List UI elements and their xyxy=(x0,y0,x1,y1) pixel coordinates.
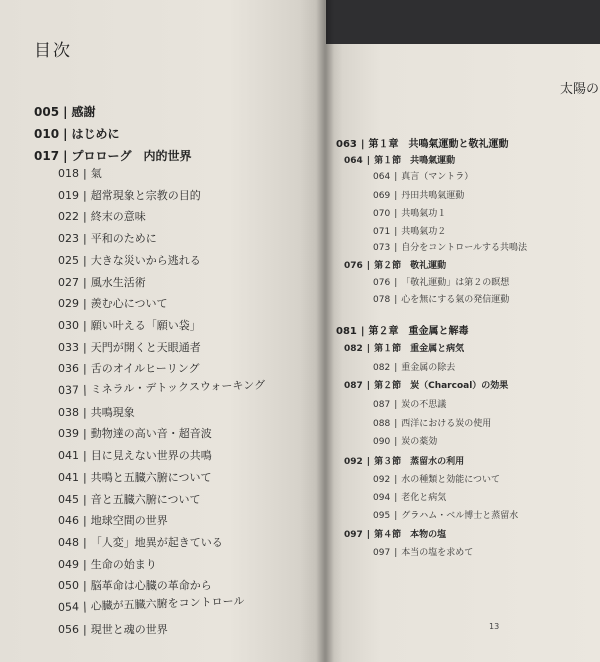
toc-entry xyxy=(58,494,201,505)
toc-entry-label: 西洋における炭の使用 xyxy=(401,419,492,429)
toc-entry xyxy=(373,173,473,182)
toc-page-number: 064 xyxy=(344,156,363,166)
toc-entry-label: はじめに xyxy=(71,127,120,141)
separator-bar: | xyxy=(366,457,371,467)
toc-entry xyxy=(58,515,168,526)
toc-entry xyxy=(58,537,223,548)
toc-page-number: 022 xyxy=(58,210,79,224)
separator-bar: | xyxy=(394,172,398,182)
toc-page-number: 023 xyxy=(58,232,79,246)
separator-bar: | xyxy=(83,470,87,484)
toc-entry-label: 目に見えない世界の共鳴 xyxy=(90,449,212,463)
toc-entry xyxy=(336,140,509,150)
separator-bar: | xyxy=(394,493,398,503)
toc-entry-label: 動物達の高い音・超音波 xyxy=(90,427,212,441)
toc-entry xyxy=(58,168,102,179)
toc-entry-label: 第３節 蒸留水の利用 xyxy=(374,457,465,467)
toc-entry-label: 舌のオイルヒーリング xyxy=(90,362,200,376)
page-number: 13 xyxy=(489,622,500,631)
toc-entry xyxy=(34,128,119,140)
toc-entry xyxy=(58,298,168,309)
separator-bar: | xyxy=(83,579,87,593)
toc-page-number: 030 xyxy=(58,318,79,332)
toc-page-number: 056 xyxy=(58,622,79,636)
toc-entry xyxy=(373,296,509,305)
separator-bar: | xyxy=(394,191,398,201)
toc-page-number: 088 xyxy=(373,419,391,429)
separator-bar: | xyxy=(83,275,87,289)
toc-page-number: 019 xyxy=(58,188,79,202)
toc-entry xyxy=(58,580,212,591)
separator-bar: | xyxy=(360,139,365,150)
separator-bar: | xyxy=(394,278,398,288)
toc-entry xyxy=(344,382,508,391)
separator-bar: | xyxy=(63,149,68,163)
separator-bar: | xyxy=(394,437,398,447)
toc-page-number: 094 xyxy=(373,493,391,503)
separator-bar: | xyxy=(83,557,87,571)
separator-bar: | xyxy=(83,492,87,506)
toc-entry-label: 風水生活術 xyxy=(90,275,146,289)
toc-page-number: 081 xyxy=(336,326,357,337)
toc-entry xyxy=(344,531,446,540)
toc-entry xyxy=(58,277,146,288)
toc-page-number: 010 xyxy=(34,127,60,141)
separator-bar: | xyxy=(394,295,398,305)
toc-page-number: 029 xyxy=(58,297,79,311)
toc-entry xyxy=(373,244,527,253)
running-head: 太陽の xyxy=(560,82,600,97)
toc-entry xyxy=(58,342,201,353)
toc-page-number: 049 xyxy=(58,557,79,571)
toc-page-number: 082 xyxy=(344,344,363,354)
toc-entry xyxy=(344,458,464,467)
toc-entry-label: 地球空間の世界 xyxy=(90,514,168,528)
separator-bar: | xyxy=(83,167,87,180)
separator-bar: | xyxy=(83,514,87,528)
separator-bar: | xyxy=(83,427,87,441)
toc-entry xyxy=(373,364,455,373)
toc-entry xyxy=(373,476,500,485)
toc-entry-label: 共鳴氣功２ xyxy=(401,227,447,237)
toc-page-number: 078 xyxy=(373,295,391,305)
toc-entry-label: 共鳴現象 xyxy=(90,405,135,419)
toc-entry-label: 自分をコントロールする共鳴法 xyxy=(401,243,528,253)
toc-entry xyxy=(344,262,446,271)
separator-bar: | xyxy=(83,622,87,636)
toc-page-number: 041 xyxy=(58,449,79,463)
toc-entry-label: 現世と魂の世界 xyxy=(90,622,168,636)
toc-entry xyxy=(58,211,146,222)
toc-entry-label: 真言（マントラ） xyxy=(401,172,474,182)
toc-entry xyxy=(34,150,191,162)
toc-entry-label: 第２章 重金属と解毒 xyxy=(368,326,469,337)
toc-page-number: 070 xyxy=(373,209,391,219)
toc-entry xyxy=(58,472,212,483)
separator-bar: | xyxy=(394,511,398,521)
toc-entry xyxy=(373,228,446,237)
toc-page-number: 095 xyxy=(373,511,391,521)
toc-page-number: 005 xyxy=(34,105,60,119)
toc-entry xyxy=(373,210,446,219)
toc-entry xyxy=(58,320,201,331)
toc-page-number: 076 xyxy=(344,261,363,271)
toc-entry xyxy=(373,512,518,521)
toc-entry xyxy=(58,624,168,635)
toc-entry xyxy=(58,363,200,374)
toc-entry-label: 炭の薬効 xyxy=(401,437,438,447)
toc-entry-label: 生命の始まり xyxy=(90,557,157,571)
separator-bar: | xyxy=(394,548,398,558)
toc-entry-label: 第１節 重金属と病気 xyxy=(374,344,465,354)
toc-page-number: 063 xyxy=(336,139,357,150)
toc-page-number: 037 xyxy=(57,383,80,397)
toc-page-number: 076 xyxy=(373,278,391,288)
toc-entry-label: 第４節 本物の塩 xyxy=(374,530,447,540)
separator-bar: | xyxy=(366,530,371,540)
toc-entry-label: 共鳴と五臓六腑について xyxy=(90,470,212,484)
toc-page-number: 041 xyxy=(58,470,79,484)
toc-entry xyxy=(58,255,201,266)
toc-page-number: 036 xyxy=(58,362,79,376)
toc-entry xyxy=(336,327,469,337)
separator-bar: | xyxy=(366,156,371,166)
toc-page-number: 090 xyxy=(373,437,391,447)
toc-entry xyxy=(373,549,473,558)
toc-page-number: 064 xyxy=(373,172,391,182)
toc-entry-label: 天門が開くと天眼通者 xyxy=(90,340,201,354)
toc-page-number: 038 xyxy=(58,405,79,419)
toc-entry-label: 羨む心について xyxy=(90,297,168,311)
toc-page-number: 071 xyxy=(373,227,391,237)
toc-entry-label: 「人変」地異が起きている xyxy=(90,535,223,549)
toc-entry-label: 第１章 共鳴氣運動と敬礼運動 xyxy=(368,139,509,150)
toc-entry-label: 脳革命は心臓の革命から xyxy=(90,579,212,593)
separator-bar: | xyxy=(63,105,68,119)
separator-bar: | xyxy=(394,419,398,429)
toc-page-number: 050 xyxy=(58,579,79,593)
toc-page-number: 082 xyxy=(373,363,391,373)
toc-page-number: 087 xyxy=(373,400,391,410)
toc-entry xyxy=(373,420,491,429)
toc-page-number: 073 xyxy=(373,243,391,253)
toc-page-number: 092 xyxy=(373,475,391,485)
toc-page-number: 087 xyxy=(344,381,363,391)
separator-bar: | xyxy=(83,535,87,549)
toc-entry-label: 第１節 共鳴氣運動 xyxy=(374,156,456,166)
toc-page-number: 045 xyxy=(58,492,79,506)
toc-entry-label: 水の種類と効能について xyxy=(401,475,501,485)
separator-bar: | xyxy=(82,600,87,614)
separator-bar: | xyxy=(366,261,371,271)
toc-entry xyxy=(344,157,455,166)
toc-page-number: 069 xyxy=(373,191,391,201)
toc-entry-label: 「敬礼運動」は第２の瞑想 xyxy=(401,278,510,288)
separator-bar: | xyxy=(83,210,87,224)
separator-bar: | xyxy=(394,209,398,219)
toc-page-number: 046 xyxy=(58,514,79,528)
toc-entry-label: 重金属の除去 xyxy=(401,363,456,373)
toc-page-number: 048 xyxy=(58,535,79,549)
toc-entry-label: 終末の意味 xyxy=(90,210,146,224)
toc-page-number: 097 xyxy=(344,530,363,540)
toc-entry-label: 心臓が五臓六腑をコントロール xyxy=(90,594,245,613)
separator-bar: | xyxy=(83,253,87,267)
separator-bar: | xyxy=(83,405,87,419)
toc-entry xyxy=(373,192,464,201)
separator-bar: | xyxy=(394,363,398,373)
toc-entry-label: ミネラル・デトックスウォーキング xyxy=(90,378,266,397)
toc-entry xyxy=(373,494,446,503)
toc-entry-label: 願い叶える「願い袋」 xyxy=(90,318,201,332)
toc-page-number: 017 xyxy=(34,149,60,163)
toc-entry-label: プロローグ 内的世界 xyxy=(71,149,192,163)
book-gutter xyxy=(316,0,334,662)
toc-entry-label: 大きな災いから逃れる xyxy=(90,253,201,267)
toc-page-number: 054 xyxy=(57,600,80,614)
toc-entry xyxy=(58,559,157,570)
toc-entry xyxy=(373,401,446,410)
toc-entry-label: 超常現象と宗教の目的 xyxy=(90,188,201,202)
toc-entry-label: グラハム・ベル博士と蒸留水 xyxy=(401,511,519,521)
toc-title: 目次 xyxy=(34,41,72,61)
toc-entry-label: 平和のために xyxy=(90,232,157,246)
toc-entry xyxy=(373,438,437,447)
toc-entry xyxy=(344,345,464,354)
toc-page-number: 018 xyxy=(58,167,79,180)
toc-entry xyxy=(58,450,212,461)
separator-bar: | xyxy=(360,326,365,337)
toc-entry-label: 第２節 炭（Charcoal）の効果 xyxy=(374,381,509,391)
separator-bar: | xyxy=(83,362,87,376)
toc-entry xyxy=(373,279,509,288)
toc-entry-label: 炭の不思議 xyxy=(401,400,447,410)
toc-page-number: 092 xyxy=(344,457,363,467)
toc-page-number: 097 xyxy=(373,548,391,558)
separator-bar: | xyxy=(394,227,398,237)
separator-bar: | xyxy=(394,400,398,410)
separator-bar: | xyxy=(394,243,398,253)
separator-bar: | xyxy=(83,297,87,311)
toc-entry-label: 老化と病気 xyxy=(401,493,447,503)
separator-bar: | xyxy=(63,127,68,141)
separator-bar: | xyxy=(83,318,87,332)
separator-bar: | xyxy=(83,188,87,202)
toc-entry xyxy=(58,190,201,201)
separator-bar: | xyxy=(82,383,87,397)
separator-bar: | xyxy=(366,344,371,354)
toc-entry-label: 第２節 敬礼運動 xyxy=(374,261,447,271)
toc-entry xyxy=(58,233,157,244)
toc-entry-label: 心を無にする氣の発信運動 xyxy=(401,295,510,305)
toc-entry xyxy=(58,407,135,418)
separator-bar: | xyxy=(366,381,371,391)
toc-page-number: 039 xyxy=(58,427,79,441)
toc-page-number: 033 xyxy=(58,340,79,354)
separator-bar: | xyxy=(83,232,87,246)
toc-page-number: 025 xyxy=(58,253,79,267)
separator-bar: | xyxy=(83,340,87,354)
toc-entry-label: 丹田共鳴氣運動 xyxy=(401,191,465,201)
toc-entry-label: 本当の塩を求めて xyxy=(401,548,474,558)
toc-entry xyxy=(58,428,212,439)
toc-page-number: 027 xyxy=(58,275,79,289)
toc-entry-label: 感謝 xyxy=(71,105,96,119)
toc-entry-label: 共鳴氣功１ xyxy=(401,209,447,219)
toc-entry-label: 音と五臓六腑について xyxy=(90,492,201,506)
separator-bar: | xyxy=(83,449,87,463)
toc-entry xyxy=(34,106,95,118)
separator-bar: | xyxy=(394,475,398,485)
toc-entry-label: 氣 xyxy=(90,167,102,180)
